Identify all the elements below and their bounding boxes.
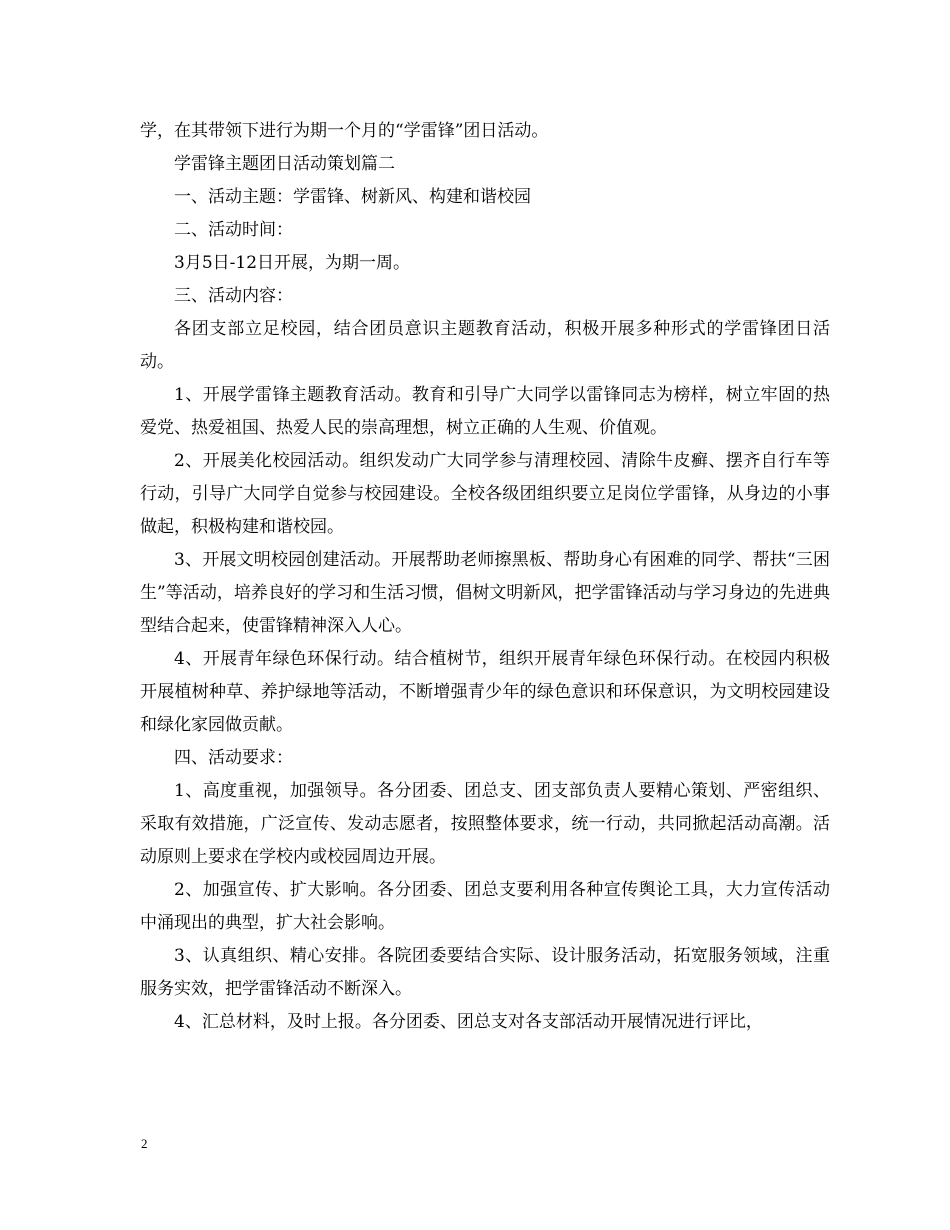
section-title: 学雷锋主题团日活动策划篇二 (174, 154, 395, 174)
paragraph: 学，在其带领下进行为期一个月的“学雷锋”团日活动。 (140, 121, 549, 141)
paragraph: 4、开展青年绿色环保行动。结合植树节，组织开展青年绿色环保行动。在校园内积极开展植树种草、养护绿地等活动，不断增强青少年的绿色意识和环保意识，为文明校园建设和绿化家园做贡献。 (140, 649, 830, 735)
heading-activity-time: 二、活动时间： (174, 220, 293, 240)
paragraph: 3月5日-12日开展，为期一周。 (174, 253, 411, 273)
paragraph: 2、开展美化校园活动。组织发动广大同学参与清理校园、清除牛皮癣、摆齐自行车等行动，引导广大同学自觉参与校园建设。全校各级团组织要立足岗位学雷锋，从身边的小事做起，积极构建和谐校园。 (140, 451, 830, 537)
paragraph: 3、开展文明校园创建活动。开展帮助老师擦黑板、帮助身心有困难的同学、帮扶“三困生”等活动，培养良好的学习和生活习惯，倡树文明新风，把学雷锋活动与学习身边的先进典型结合起来，使雷锋精神深入人心。 (140, 550, 830, 636)
paragraph: 2、加强宣传、扩大影响。各分团委、团总支要利用各种宣传舆论工具，大力宣传活动中涌现出的典型，扩大社会影响。 (140, 880, 830, 933)
paragraph: 4、汇总材料，及时上报。各分团委、团总支对各支部活动开展情况进行评比， (174, 1012, 763, 1032)
heading-activity-requirements: 四、活动要求： (174, 748, 293, 768)
paragraph: 各团支部立足校园，结合团员意识主题教育活动，积极开展多种形式的学雷锋团日活动。 (140, 319, 830, 372)
page-number: 2 (141, 1136, 148, 1151)
heading-activity-content: 三、活动内容： (174, 286, 293, 306)
paragraph: 1、高度重视，加强领导。各分团委、团总支、团支部负责人要精心策划、严密组织、采取有效措施，广泛宣传、发动志愿者，按照整体要求，统一行动，共同掀起活动高潮。活动原则上要求在学校内或校园周边开展。 (140, 781, 830, 867)
document-body (140, 115, 830, 1039)
paragraph: 1、开展学雷锋主题教育活动。教育和引导广大同学以雷锋同志为榜样，树立牢固的热爱党、热爱祖国、热爱人民的崇高理想，树立正确的人生观、价值观。 (140, 385, 830, 438)
heading-activity-theme: 一、活动主题：学雷锋、树新风、构建和谐校园 (174, 187, 531, 207)
paragraph: 3、认真组织、精心安排。各院团委要结合实际、设计服务活动，拓宽服务领域，注重服务实效，把学雷锋活动不断深入。 (140, 946, 830, 999)
